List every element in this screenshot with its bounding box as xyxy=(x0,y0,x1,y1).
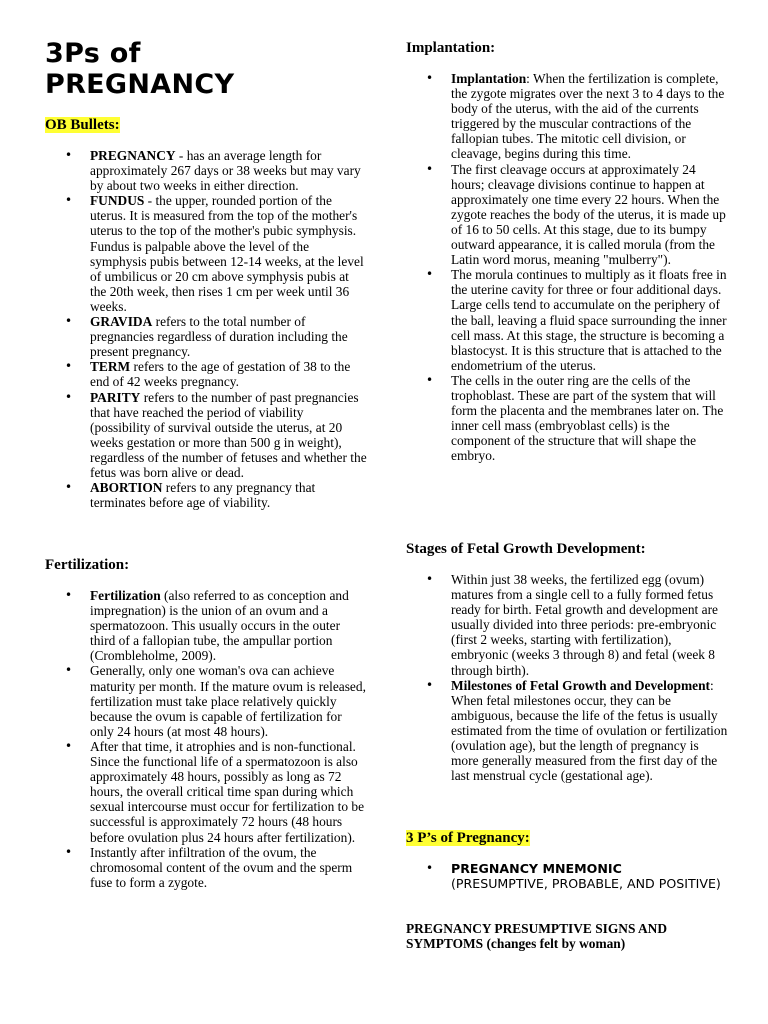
implantation-heading: Implantation: xyxy=(406,40,496,56)
fertilization-list xyxy=(45,588,367,890)
list-item xyxy=(45,845,367,890)
list-item xyxy=(406,572,728,678)
paragraph: The first cleavage occurs at approximately 24 hours; cleavage divisions continue to happen at approximately one time every 22 hours. When the zygote reaches the body of the uterus, it is made up of 16 to 50 cells. At this stage, due to its bumpy outward appearance, it is called morula (from the Latin word morus, meaning "mulberry"). xyxy=(451,161,726,268)
stages-heading: Stages of Fetal Growth Development: xyxy=(406,541,646,557)
paragraph: : When the fertilization is complete, the zygote migrates over the next 3 to 4 days to the body of the uterus, with the aid of the currents triggered by the muscular contractions of the fallopian tubes. The mitotic cell division, or cleavage, begins during this time. xyxy=(451,71,725,162)
list-item xyxy=(45,663,367,738)
paragraph: : When fetal milestones occur, they can be ambiguous, because the life of the fetus is usually estimated from the time of ovulation or fertilization (ovulation age), but the length of pregnancy is more generally measured from the first day of the last menstrual cycle (gestational age). xyxy=(451,677,728,784)
fertilization-heading: Fertilization: xyxy=(45,557,130,573)
definition: - has an average length for approximately 267 days or 38 weeks but may vary by about two weeks in either direction. xyxy=(90,148,361,194)
ob-bullets-heading-text: OB Bullets: xyxy=(45,117,120,133)
paragraph: Instantly after infiltration of the ovum, the chromosomal content of the ovum and the sperm fuse to form a zygote. xyxy=(90,844,353,890)
mnemonic-term: PREGNANCY MNEMONIC xyxy=(451,861,622,876)
term-milestones: Milestones of Fetal Growth and Development xyxy=(451,677,710,693)
implantation-list xyxy=(406,71,728,463)
ob-bullets-heading xyxy=(45,116,120,134)
three-ps-heading-text: 3 P’s of Pregnancy: xyxy=(406,830,530,846)
page-title: 3Ps of PREGNANCY xyxy=(45,38,235,100)
list-item xyxy=(406,162,728,268)
term-gravida: GRAVIDA xyxy=(90,314,153,330)
definition: refers to the number of past pregnancies that have reached the period of viability (possibility of survival outside the uterus, at 20 weeks gestation or more than 500 g in weight), regardless of the number of fetuses and whether the fetus was born alive or dead. xyxy=(90,389,367,480)
term-fertilization: Fertilization xyxy=(90,588,161,603)
term-term: TERM xyxy=(90,359,131,375)
ob-bullets-list xyxy=(45,148,367,510)
list-item xyxy=(406,373,728,464)
list-item xyxy=(406,267,728,373)
paragraph: The cells in the outer ring are the cells of the trophoblast. These are part of the system that will form the placenta and the membranes later on. The inner cell mass (embryoblast cells) is the component of the structure that will shape the embryo. xyxy=(451,372,724,464)
list-item xyxy=(45,359,367,389)
list-item xyxy=(406,678,728,784)
paragraph: The morula continues to multiply as it floats free in the uterine cavity for three or four additional days. Large cells tend to accumulate on the periphery of the ball, leaving a fluid space surrounding the inner cell mass. At this stage, the structure is becoming a blastocyst. It is this structure that is attached to the endometrium of the uterus. xyxy=(451,267,727,373)
mnemonic-list xyxy=(406,861,728,891)
list-item xyxy=(45,193,367,314)
definition: refers to any pregnancy that terminates before age of viability. xyxy=(90,480,316,511)
paragraph: After that time, it atrophies and is non-functional. Since the functional life of a spermatozoon is also approximately 48 hours, possibly as long as 72 hours, the overall critical time span during which sexual intercourse must occur for fertilization to be successful is approximately 72 hours (48 hours before ovulation plus 24 hours after fertilization). xyxy=(90,738,365,845)
list-item xyxy=(45,148,367,193)
list-item xyxy=(45,390,367,481)
three-ps-heading xyxy=(406,829,530,847)
list-item xyxy=(45,588,367,663)
list-item xyxy=(45,314,367,359)
mnemonic-text: (PRESUMPTIVE, PROBABLE, AND POSITIVE) xyxy=(451,876,721,892)
term-parity: PARITY xyxy=(90,389,141,405)
definition: - the upper, rounded portion of the uterus. It is measured from the top of the mother's uterus to the top of the mother's pubic symphysis. Fundus is palpable above the level of the symphysis pubis between 12-14 weeks, at the level of umbilicus or 20 cm above symphysis pubis at the 20th week, then rises 1 cm per week until 36 weeks. xyxy=(90,193,364,314)
term-fundus: FUNDUS xyxy=(90,193,145,209)
list-item xyxy=(45,480,367,510)
definition: refers to the age of gestation of 38 to the end of 42 weeks pregnancy. xyxy=(90,359,351,390)
list-item xyxy=(406,71,728,162)
definition: refers to the total number of pregnancies regardless of duration including the present pregnancy. xyxy=(90,314,348,360)
paragraph: Within just 38 weeks, the fertilized egg (ovum) matures from a single cell to a fully formed fetus ready for birth. Fetal growth and development are usually divided into three periods: pre-embryonic (first 2 weeks, starting with fertilization), embryonic (weeks 3 through 8) and fetal (week 8 through birth). xyxy=(451,572,718,678)
term-implantation: Implantation xyxy=(451,71,527,86)
list-item xyxy=(45,739,367,845)
presumptive-heading: PREGNANCY PRESUMPTIVE SIGNS AND SYMPTOMS (changes felt by woman) xyxy=(406,921,668,952)
term-abortion: ABORTION xyxy=(90,480,163,496)
paragraph: (also referred to as conception and impregnation) is the union of an ovum and a spermatozoon. This usually occurs in the outer third of a fallopian tube, the ampullar portion (Crombleholme, 2009). xyxy=(90,588,349,664)
term-pregnancy: PREGNANCY xyxy=(90,148,176,163)
stages-list xyxy=(406,572,728,783)
list-item xyxy=(406,861,728,891)
paragraph: Generally, only one woman's ova can achieve maturity per month. If the mature ovum is released, fertilization must take place relatively quickly because the ovum is capable of fertilization for only 24 hours (at most 48 hours). xyxy=(90,663,366,739)
